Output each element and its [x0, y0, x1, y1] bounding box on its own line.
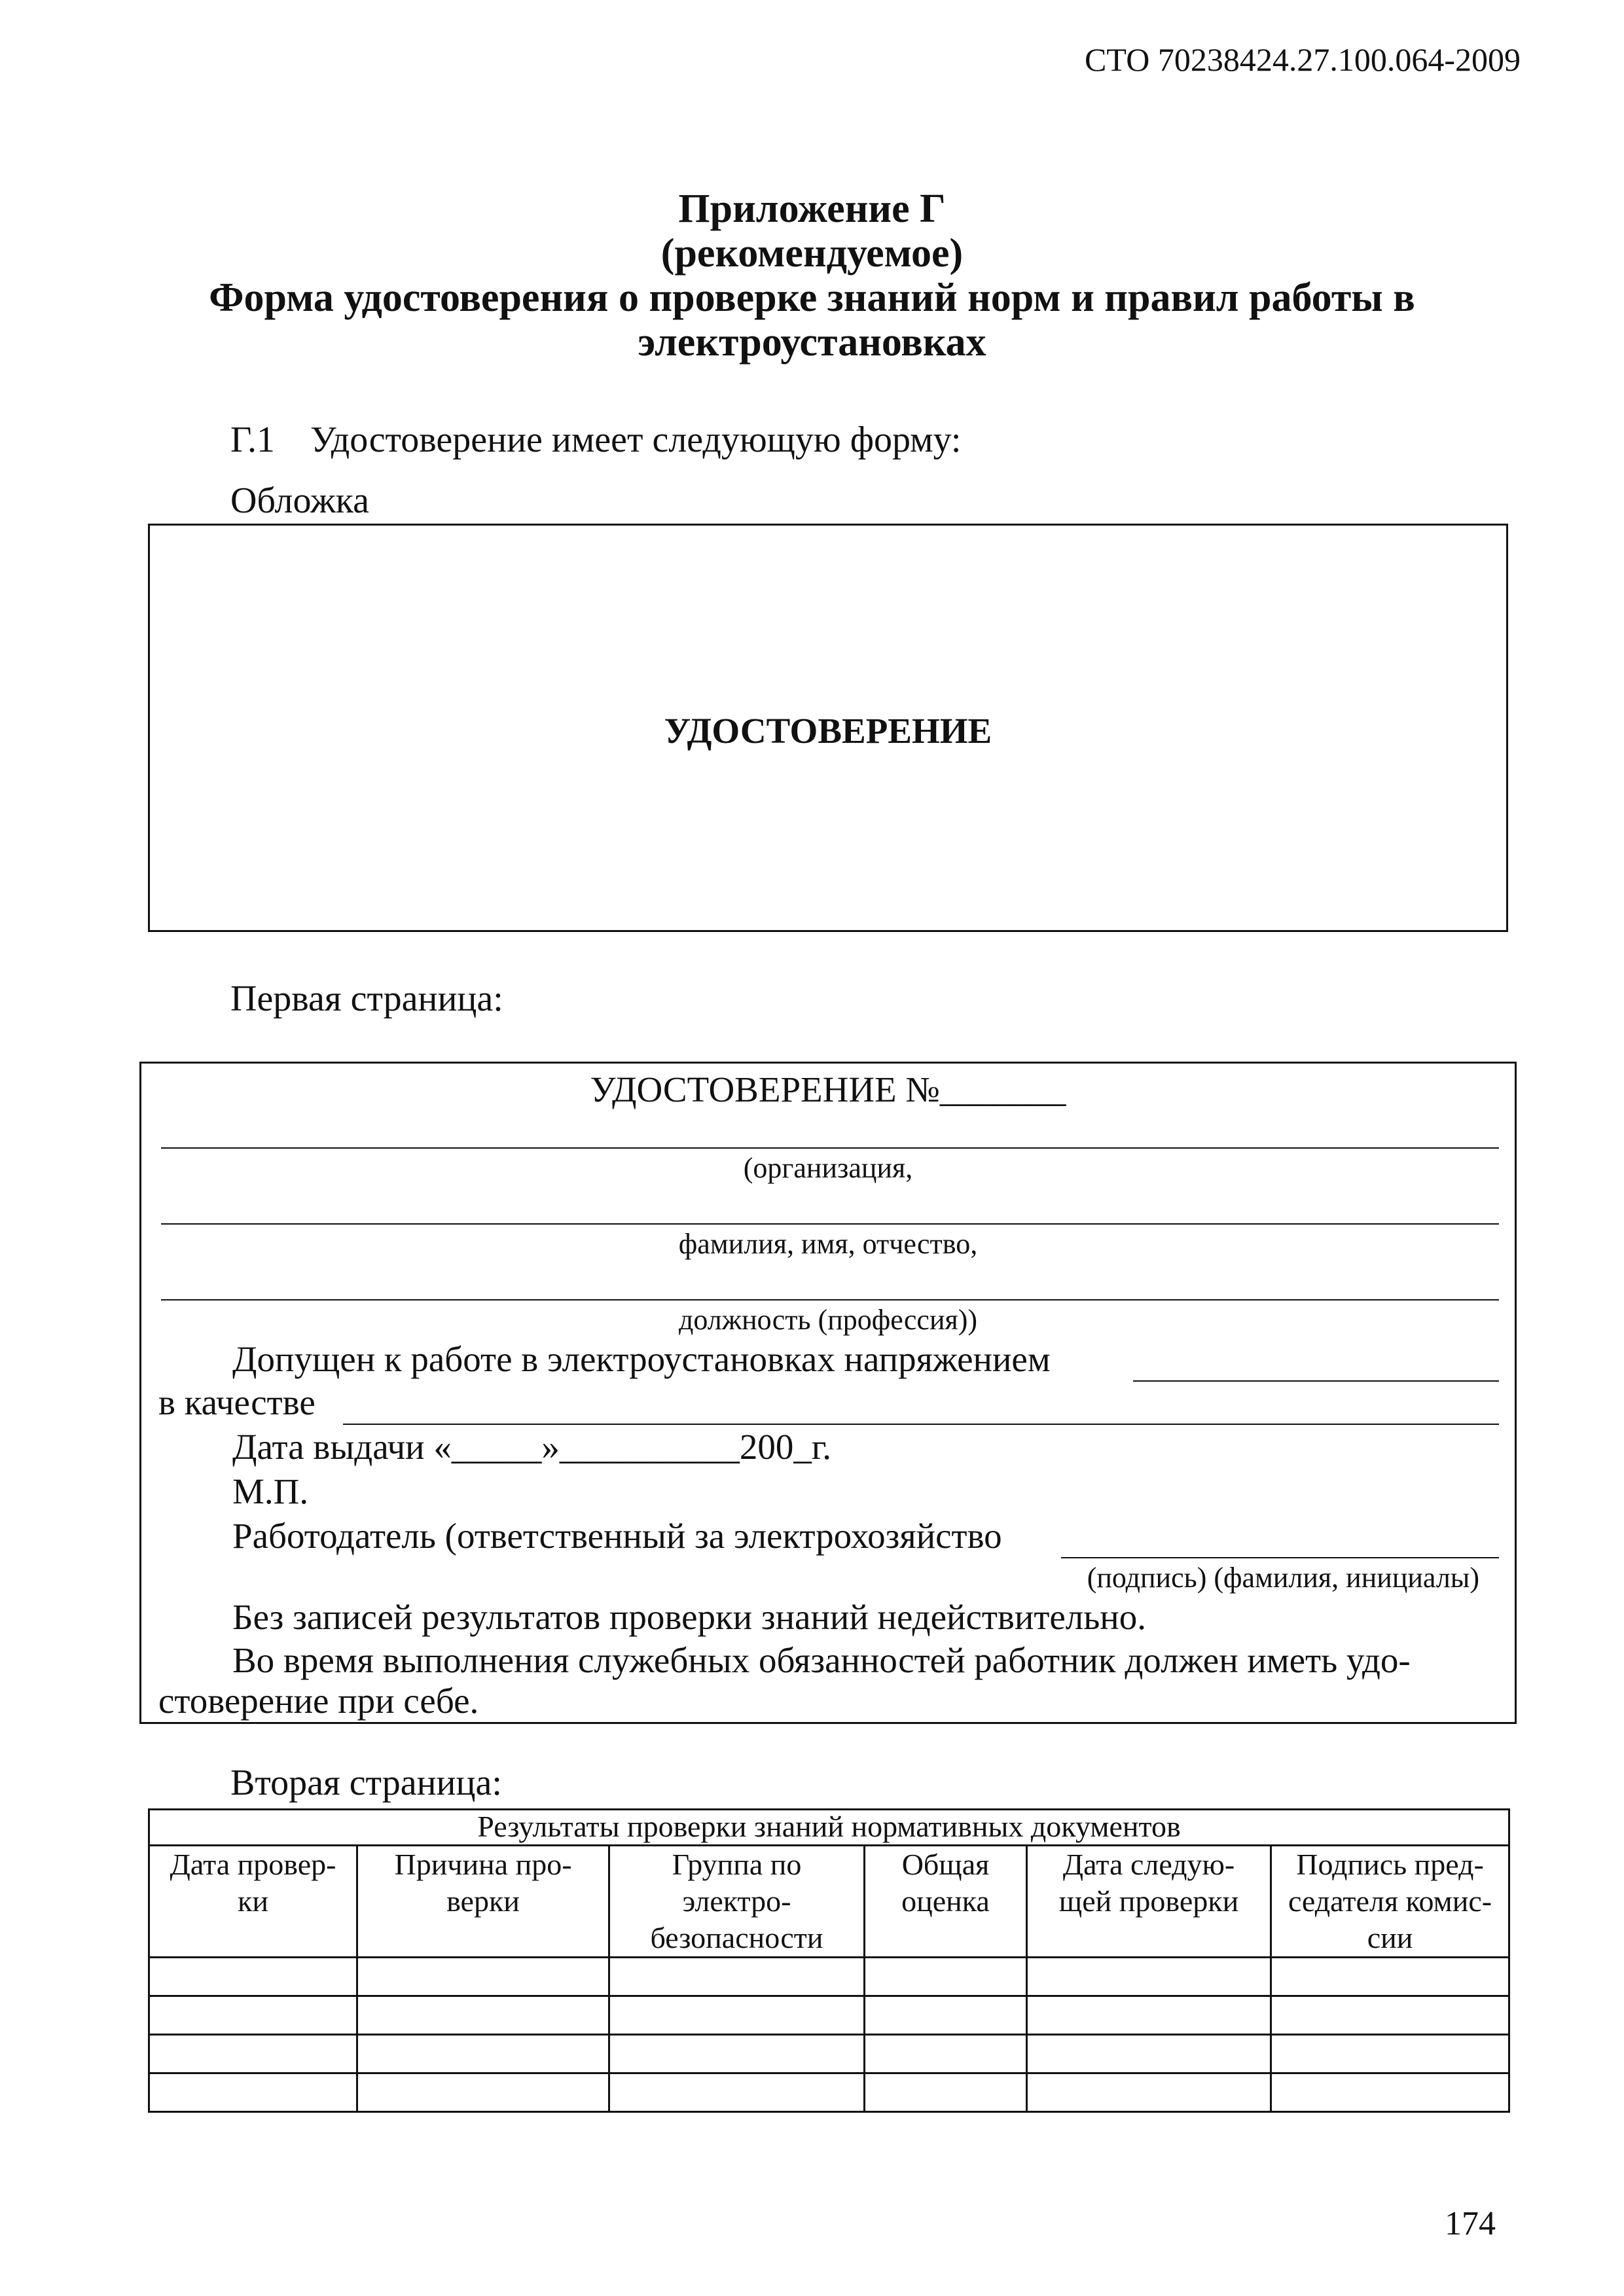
signature-caption: (подпись) (фамилия, инициалы) — [1087, 1562, 1479, 1594]
appendix-title-line-4: электроустановках — [638, 320, 986, 365]
invalid-note: Без записей результатов проверки знаний недействительно. — [232, 1597, 1146, 1637]
voltage-blank-line — [1133, 1380, 1499, 1382]
role-blank-line — [343, 1424, 1499, 1425]
intro-clause-number: Г.1 — [230, 420, 276, 460]
full-name-caption: фамилия, имя, отчество, — [678, 1228, 978, 1260]
column-header-safety-group: Группа по электро- безопасности — [609, 1846, 865, 1958]
stamp-text: М.П. — [232, 1471, 309, 1511]
table-caption: Результаты проверки знаний нормативных документов — [149, 1810, 1509, 1846]
column-header-chair-signature: Подпись пред- седателя комис- сии — [1271, 1846, 1509, 1958]
duty-note-line-1: Во время выполнения служебных обязанностей работник должен иметь удо- — [232, 1640, 1411, 1680]
table-row — [149, 2073, 1509, 2112]
duty-note-line-2: стоверение при себе. — [158, 1681, 479, 1721]
appendix-title-line-3: Форма удостоверения о проверке знаний норм и правил работы в — [209, 276, 1415, 320]
table-row — [149, 1996, 1509, 2035]
cover-title: УДОСТОВЕРЕНИЕ — [664, 711, 992, 751]
cover-frame — [148, 524, 1508, 932]
position-line — [161, 1299, 1499, 1300]
appendix-title — [0, 187, 1624, 365]
column-header-overall-grade: Общая оценка — [865, 1846, 1027, 1958]
first-page-frame — [139, 1062, 1517, 1724]
table-row — [149, 1958, 1509, 1996]
cover-label: Обложка — [230, 480, 369, 521]
employer-text: Работодатель (ответственный за электрохозяйство — [232, 1516, 1002, 1556]
organization-line — [161, 1147, 1499, 1149]
position-caption: должность (профессия)) — [678, 1304, 978, 1336]
table-row — [149, 2035, 1509, 2073]
appendix-title-line-2: (рекомендуемое) — [660, 231, 964, 276]
certificate-number-heading: УДОСТОВЕРЕНИЕ №_______ — [590, 1069, 1066, 1109]
knowledge-check-results-table — [148, 1808, 1510, 2113]
full-name-line — [161, 1223, 1499, 1225]
employer-signature-line — [1061, 1557, 1499, 1558]
organization-caption: (организация, — [743, 1152, 913, 1184]
column-header-check-date: Дата провер- ки — [149, 1846, 357, 1958]
admitted-voltage-text: Допущен к работе в электроустановках напряжением — [232, 1339, 1051, 1379]
role-text: в качестве — [158, 1382, 316, 1422]
second-page-label: Вторая страница: — [230, 1763, 502, 1803]
issue-date-text: Дата выдачи «_____»__________200_г. — [232, 1427, 831, 1467]
intro-clause-text: Удостоверение имеет следующую форму: — [310, 420, 962, 460]
appendix-title-line-1: Приложение Г — [678, 187, 946, 231]
page-number: 174 — [1445, 2205, 1496, 2242]
document-code: СТО 70238424.27.100.064-2009 — [1085, 41, 1521, 78]
first-page-label: Первая страница: — [230, 978, 503, 1019]
column-header-check-reason: Причина про- верки — [357, 1846, 609, 1958]
column-header-next-check-date: Дата следую- щей проверки — [1027, 1846, 1271, 1958]
